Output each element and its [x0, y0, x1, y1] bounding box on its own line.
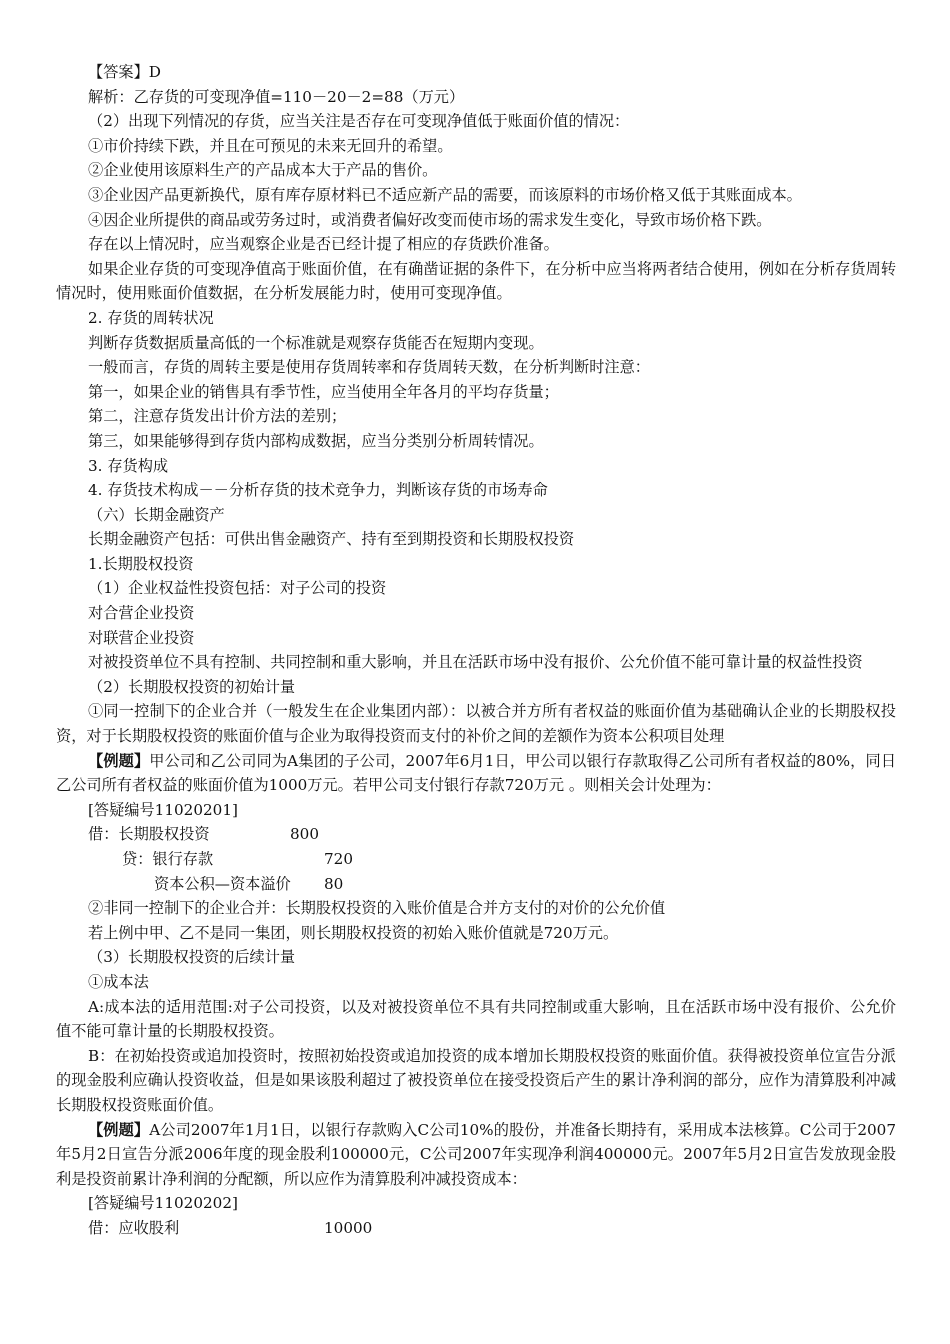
list-item: 第一，如果企业的销售具有季节性，应当使用全年各月的平均存货量；: [88, 382, 559, 401]
section-heading: 2. 存货的周转状况: [88, 308, 214, 327]
example-text: 甲公司和乙公司同为A集团的子公司，2007年6月1日，甲公司以银行存款取得乙公司所有者权益的80%，同日乙公司所有者权益的账面价值为1000万元。若甲公司支付银行存款720万元 。则相关会计处理为：: [56, 751, 896, 795]
debit-label: 借：长期股权投资: [88, 825, 210, 844]
section-heading: 3. 存货构成: [88, 456, 169, 475]
credit-label: 贷：银行存款: [122, 850, 214, 868]
journal-entry-debit: [56, 822, 896, 847]
example-label: 【例题】: [88, 751, 150, 770]
journal-entry-credit: [56, 872, 896, 897]
section-heading: 4. 存货技术构成－－分析存货的技术竞争力，判断该存货的市场寿命: [88, 481, 548, 500]
example-label: 【例题】: [88, 1120, 150, 1139]
credit-label: 资本公积—资本溢价: [154, 874, 291, 893]
paragraph: 一般而言，存货的周转主要是使用存货周转率和存货周转天数，在分析判断时注意：: [88, 358, 650, 377]
section-heading: （2）长期股权投资的初始计量: [88, 677, 296, 696]
answer-line: 【答案】D: [88, 63, 161, 81]
paragraph: B：在初始投资或追加投资时，按照初始投资或追加投资的成本增加长期股权投资的账面价值。获得被投资单位宣告分派的现金股利应确认投资收益，但是如果该股利超过了被投资单位在接受投资后产生的累计净利润的部分，应作为清算股利冲减长期股权投资账面价值。: [56, 1046, 896, 1114]
section-heading: 1.长期股权投资: [88, 554, 194, 573]
debit-amount: 800: [290, 825, 319, 844]
list-item: 第三，如果能够得到存货内部构成数据，应当分类别分析周转情况。: [88, 431, 544, 450]
list-item: ③企业因产品更新换代，原有库存原材料已不适应新产品的需要，而该原料的市场价格又低于其账面成本。: [88, 185, 802, 204]
journal-entry-credit: [56, 847, 896, 872]
section-heading: ①成本法: [88, 972, 149, 991]
debit-amount: 10000: [324, 1218, 373, 1237]
journal-entry-debit: [56, 1216, 896, 1241]
list-item: 第二，注意存货发出计价方法的差别；: [88, 407, 347, 426]
paragraph: 对合营企业投资: [88, 604, 195, 623]
example-text: A公司2007年1月1日，以银行存款购入C公司10%的股份，并准备长期持有，采用成本法核算。C公司于2007年5月2日宣告分派2006年度的现金股利100000元，C公司2007年实现净利润400000元。2007年5月2日宣告发放现金股利是投资前累计净利润的分配额，所以应作为清算股利冲减投资成本：: [56, 1120, 896, 1188]
paragraph: （2）出现下列情况的存货，应当关注是否存在可变现净值低于账面价值的情况：: [88, 112, 630, 131]
section-heading: （3）长期股权投资的后续计量: [88, 948, 296, 967]
credit-amount: 80: [324, 874, 344, 893]
paragraph: 若上例中甲、乙不是同一集团，则长期股权投资的初始入账价值就是720万元。: [88, 923, 619, 942]
question-id: [答疑编号11020202]: [88, 1194, 238, 1213]
paragraph: 对被投资单位不具有控制、共同控制和重大影响，并且在活跃市场中没有报价、公允价值不能可靠计量的权益性投资: [88, 653, 863, 672]
paragraph: ②非同一控制下的企业合并：长期股权投资的入账价值是合并方支付的对价的公允价值: [88, 899, 666, 918]
paragraph: ①同一控制下的企业合并（一般发生在企业集团内部）：以被合并方所有者权益的账面价值为基础确认企业的长期股权投资，对于长期股权投资的账面价值与企业为取得投资而支付的补价之间的差额作为资本公积项目处理: [56, 702, 896, 746]
document-page: [56, 60, 896, 1241]
section-heading: （六）长期金融资产: [88, 505, 225, 524]
paragraph: 判断存货数据质量高低的一个标准就是观察存货能否在短期内变现。: [88, 333, 544, 352]
paragraph: 如果企业存货的可变现净值高于账面价值，在有确凿证据的条件下，在分析中应当将两者结合使用，例如在分析存货周转情况时，使用账面价值数据，在分析发展能力时，使用可变现净值。: [56, 259, 896, 303]
credit-amount: 720: [324, 850, 353, 868]
example-paragraph: [56, 1118, 896, 1192]
paragraph: 存在以上情况时，应当观察企业是否已经计提了相应的存货跌价准备。: [88, 235, 559, 254]
analysis-line: 解析：乙存货的可变现净值=110－20－2=88（万元）: [88, 87, 465, 106]
list-item: ②企业使用该原料生产的产品成本大于产品的售价。: [88, 161, 438, 180]
question-id: [答疑编号11020201]: [88, 800, 238, 819]
list-item: ④因企业所提供的商品或劳务过时，或消费者偏好改变而使市场的需求发生变化，导致市场价格下跌。: [88, 210, 772, 229]
debit-label: 借：应收股利: [88, 1218, 180, 1237]
example-paragraph: [56, 749, 896, 798]
paragraph: 长期金融资产包括：可供出售金融资产、持有至到期投资和长期股权投资: [88, 530, 574, 549]
paragraph: 对联营企业投资: [88, 628, 195, 647]
paragraph: （1）企业权益性投资包括：对子公司的投资: [88, 579, 387, 598]
paragraph: A:成本法的适用范围:对子公司投资，以及对被投资单位不具有共同控制或重大影响，且在活跃市场中没有报价、公允价值不能可靠计量的长期股权投资。: [56, 997, 896, 1041]
list-item: ①市价持续下跌，并且在可预见的未来无回升的希望。: [88, 136, 453, 155]
